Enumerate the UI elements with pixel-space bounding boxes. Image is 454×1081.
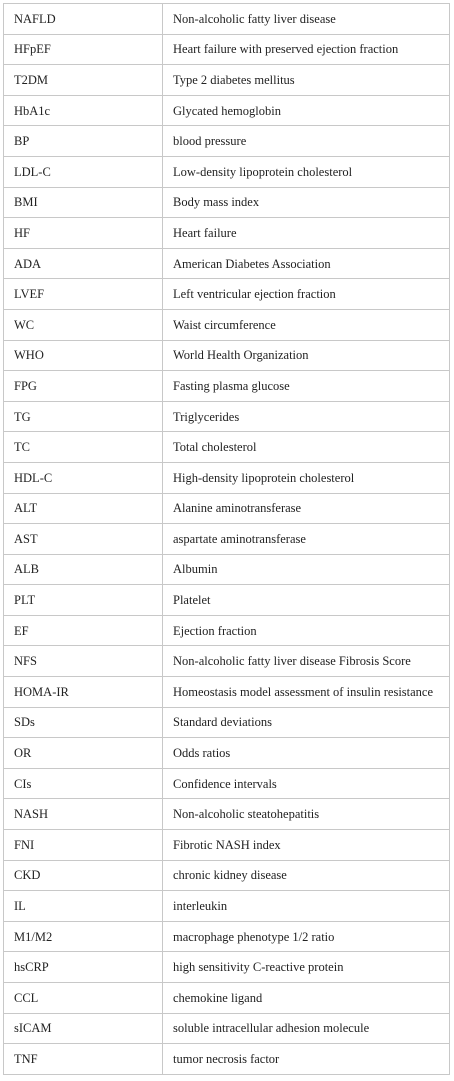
abbreviation-cell: OR	[4, 738, 163, 769]
table-row	[4, 340, 450, 371]
table-row	[4, 34, 450, 65]
table-row	[4, 187, 450, 218]
abbreviations-table	[3, 3, 450, 1075]
table-row	[4, 983, 450, 1014]
abbreviation-cell: HFpEF	[4, 34, 163, 65]
definition-cell: Non-alcoholic steatohepatitis	[163, 799, 450, 830]
abbreviation-cell: FPG	[4, 371, 163, 402]
definition-cell: macrophage phenotype 1/2 ratio	[163, 921, 450, 952]
table-row	[4, 860, 450, 891]
abbreviation-cell: T2DM	[4, 65, 163, 96]
table-row	[4, 830, 450, 861]
abbreviation-cell: LDL-C	[4, 156, 163, 187]
table-row	[4, 309, 450, 340]
abbreviation-cell: PLT	[4, 585, 163, 616]
definition-cell: Platelet	[163, 585, 450, 616]
definition-cell: Left ventricular ejection fraction	[163, 279, 450, 310]
abbreviation-cell: TNF	[4, 1044, 163, 1075]
definition-cell: Heart failure	[163, 218, 450, 249]
table-row	[4, 585, 450, 616]
table-row	[4, 554, 450, 585]
abbreviation-cell: TG	[4, 401, 163, 432]
definition-cell: High-density lipoprotein cholesterol	[163, 462, 450, 493]
table-row	[4, 952, 450, 983]
definition-cell: Non-alcoholic fatty liver disease	[163, 4, 450, 35]
table-row	[4, 799, 450, 830]
definition-cell: Fibrotic NASH index	[163, 830, 450, 861]
definition-cell: Ejection fraction	[163, 615, 450, 646]
abbreviation-cell: BMI	[4, 187, 163, 218]
abbreviation-cell: HbA1c	[4, 95, 163, 126]
definition-cell: Heart failure with preserved ejection fraction	[163, 34, 450, 65]
table-row	[4, 646, 450, 677]
table-row	[4, 615, 450, 646]
definition-cell: Standard deviations	[163, 707, 450, 738]
table-row	[4, 493, 450, 524]
table-row	[4, 371, 450, 402]
definition-cell: chemokine ligand	[163, 983, 450, 1014]
table-row	[4, 401, 450, 432]
table-row	[4, 891, 450, 922]
definition-cell: Waist circumference	[163, 309, 450, 340]
abbreviation-cell: BP	[4, 126, 163, 157]
definition-cell: aspartate aminotransferase	[163, 524, 450, 555]
table-row	[4, 677, 450, 708]
definition-cell: chronic kidney disease	[163, 860, 450, 891]
definition-cell: Triglycerides	[163, 401, 450, 432]
table-row	[4, 432, 450, 463]
abbreviation-cell: ALT	[4, 493, 163, 524]
abbreviation-cell: WHO	[4, 340, 163, 371]
abbreviation-cell: WC	[4, 309, 163, 340]
table-row	[4, 65, 450, 96]
table-row	[4, 126, 450, 157]
definition-cell: Type 2 diabetes mellitus	[163, 65, 450, 96]
definition-cell: Homeostasis model assessment of insulin resistance	[163, 677, 450, 708]
table-row	[4, 218, 450, 249]
abbreviation-cell: SDs	[4, 707, 163, 738]
abbreviation-cell: M1/M2	[4, 921, 163, 952]
abbreviation-cell: AST	[4, 524, 163, 555]
table-row	[4, 1013, 450, 1044]
abbreviations-table-body	[4, 4, 450, 1075]
abbreviation-cell: FNI	[4, 830, 163, 861]
abbreviation-cell: NAFLD	[4, 4, 163, 35]
abbreviation-cell: IL	[4, 891, 163, 922]
table-row	[4, 768, 450, 799]
definition-cell: Body mass index	[163, 187, 450, 218]
abbreviation-cell: HF	[4, 218, 163, 249]
definition-cell: interleukin	[163, 891, 450, 922]
abbreviation-cell: ALB	[4, 554, 163, 585]
abbreviation-cell: CIs	[4, 768, 163, 799]
definition-cell: World Health Organization	[163, 340, 450, 371]
abbreviation-cell: LVEF	[4, 279, 163, 310]
table-row	[4, 738, 450, 769]
definition-cell: high sensitivity C-reactive protein	[163, 952, 450, 983]
table-row	[4, 4, 450, 35]
abbreviation-cell: ADA	[4, 248, 163, 279]
definition-cell: blood pressure	[163, 126, 450, 157]
definition-cell: Albumin	[163, 554, 450, 585]
abbreviation-cell: NFS	[4, 646, 163, 677]
abbreviation-cell: hsCRP	[4, 952, 163, 983]
abbreviation-cell: HOMA-IR	[4, 677, 163, 708]
table-row	[4, 921, 450, 952]
definition-cell: Alanine aminotransferase	[163, 493, 450, 524]
table-row	[4, 156, 450, 187]
table-row	[4, 95, 450, 126]
abbreviation-cell: sICAM	[4, 1013, 163, 1044]
definition-cell: American Diabetes Association	[163, 248, 450, 279]
abbreviation-cell: EF	[4, 615, 163, 646]
definition-cell: Confidence intervals	[163, 768, 450, 799]
table-row	[4, 707, 450, 738]
abbreviation-cell: CCL	[4, 983, 163, 1014]
definition-cell: soluble intracellular adhesion molecule	[163, 1013, 450, 1044]
definition-cell: Fasting plasma glucose	[163, 371, 450, 402]
definition-cell: Glycated hemoglobin	[163, 95, 450, 126]
definition-cell: Low-density lipoprotein cholesterol	[163, 156, 450, 187]
definition-cell: tumor necrosis factor	[163, 1044, 450, 1075]
abbreviation-cell: HDL-C	[4, 462, 163, 493]
definition-cell: Odds ratios	[163, 738, 450, 769]
table-row	[4, 248, 450, 279]
abbreviation-cell: NASH	[4, 799, 163, 830]
table-row	[4, 279, 450, 310]
definition-cell: Total cholesterol	[163, 432, 450, 463]
definition-cell: Non-alcoholic fatty liver disease Fibrosis Score	[163, 646, 450, 677]
table-row	[4, 462, 450, 493]
abbreviation-cell: CKD	[4, 860, 163, 891]
abbreviation-cell: TC	[4, 432, 163, 463]
table-row	[4, 524, 450, 555]
table-row	[4, 1044, 450, 1075]
